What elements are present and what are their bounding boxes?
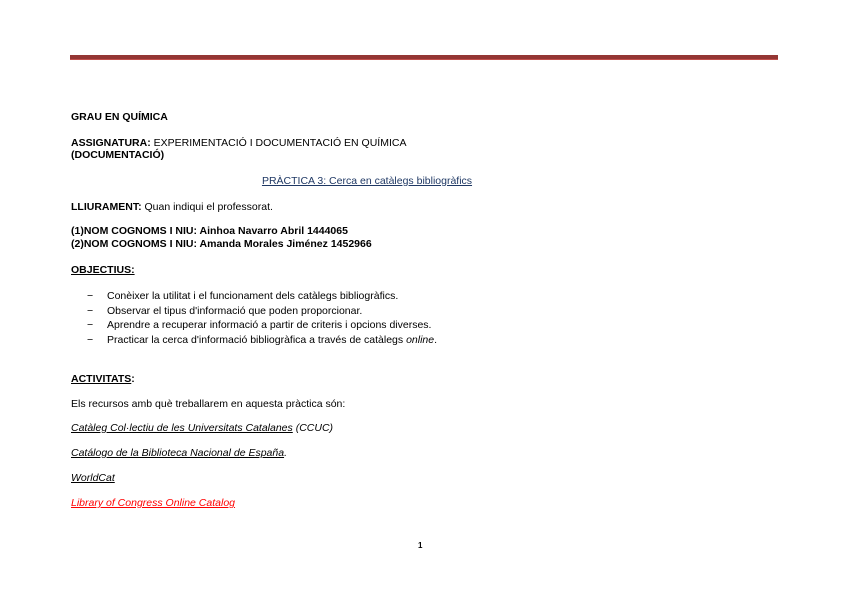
- student-2: (2)NOM COGNOMS I NIU: Amanda Morales Jiménez 1452966: [71, 238, 372, 250]
- objective-text: Conèixer la utilitat i el funcionament dels catàlegs bibliogràfics.: [107, 290, 399, 302]
- bne-link[interactable]: Catálogo de la Biblioteca Nacional de España: [71, 447, 285, 459]
- header-rule: [70, 55, 778, 60]
- worldcat-link-line: [71, 472, 115, 485]
- objective-text: Aprendre a recuperar informació a partir de criteris i opcions diverses.: [107, 319, 432, 331]
- subject-continuation: (DOCUMENTACIÓ): [71, 149, 165, 161]
- delivery-line: [71, 201, 273, 214]
- dash-bullet: −: [87, 304, 94, 317]
- loc-link[interactable]: Library of Congress Online Catalog: [71, 497, 236, 509]
- practice-title: PRÀCTICA 3: Cerca en catàlegs bibliogràfics: [261, 175, 473, 187]
- page-number: 1: [418, 541, 423, 550]
- objective-text: Practicar la cerca d'informació bibliogràfica a través de catàlegs online.: [107, 333, 438, 346]
- loc-link-line: [71, 497, 235, 510]
- objectives-heading: OBJECTIUS:: [71, 264, 135, 276]
- ccuc-link-line: Catàleg Col·lectiu de les Universitats Catalanes (CCUC): [71, 422, 334, 434]
- subject-label: ASSIGNATURA:: [71, 137, 151, 149]
- list-item: [87, 334, 437, 349]
- dash-bullet: −: [87, 290, 94, 302]
- activities-intro: Els recursos amb què treballarem en aquesta pràctica són:: [71, 398, 346, 410]
- subject-value: EXPERIMENTACIÓ I DOCUMENTACIÓ EN QUÍMICA: [153, 137, 407, 149]
- worldcat-link[interactable]: WorldCat: [71, 472, 115, 484]
- delivery-label: LLIURAMENT:: [71, 201, 142, 213]
- dash-bullet: −: [87, 319, 94, 331]
- activities-heading: ACTIVITATS:: [71, 373, 135, 385]
- delivery-value: Quan indiqui el professorat.: [144, 201, 273, 213]
- dash-bullet: −: [87, 333, 94, 346]
- degree-heading: GRAU EN QUÍMICA: [71, 111, 168, 123]
- bne-link-line: Catálogo de la Biblioteca Nacional de España.: [71, 447, 287, 459]
- list-item: [87, 305, 437, 320]
- objectives-list: [87, 290, 437, 348]
- list-item: [87, 319, 437, 334]
- ccuc-link[interactable]: Catàleg Col·lectiu de les Universitats Catalanes: [71, 422, 293, 434]
- student-1: (1)NOM COGNOMS I NIU: Ainhoa Navarro Abril 1444065: [71, 225, 348, 237]
- objective-text: Observar el tipus d'informació que poden proporcionar.: [107, 304, 363, 317]
- list-item: [87, 290, 437, 305]
